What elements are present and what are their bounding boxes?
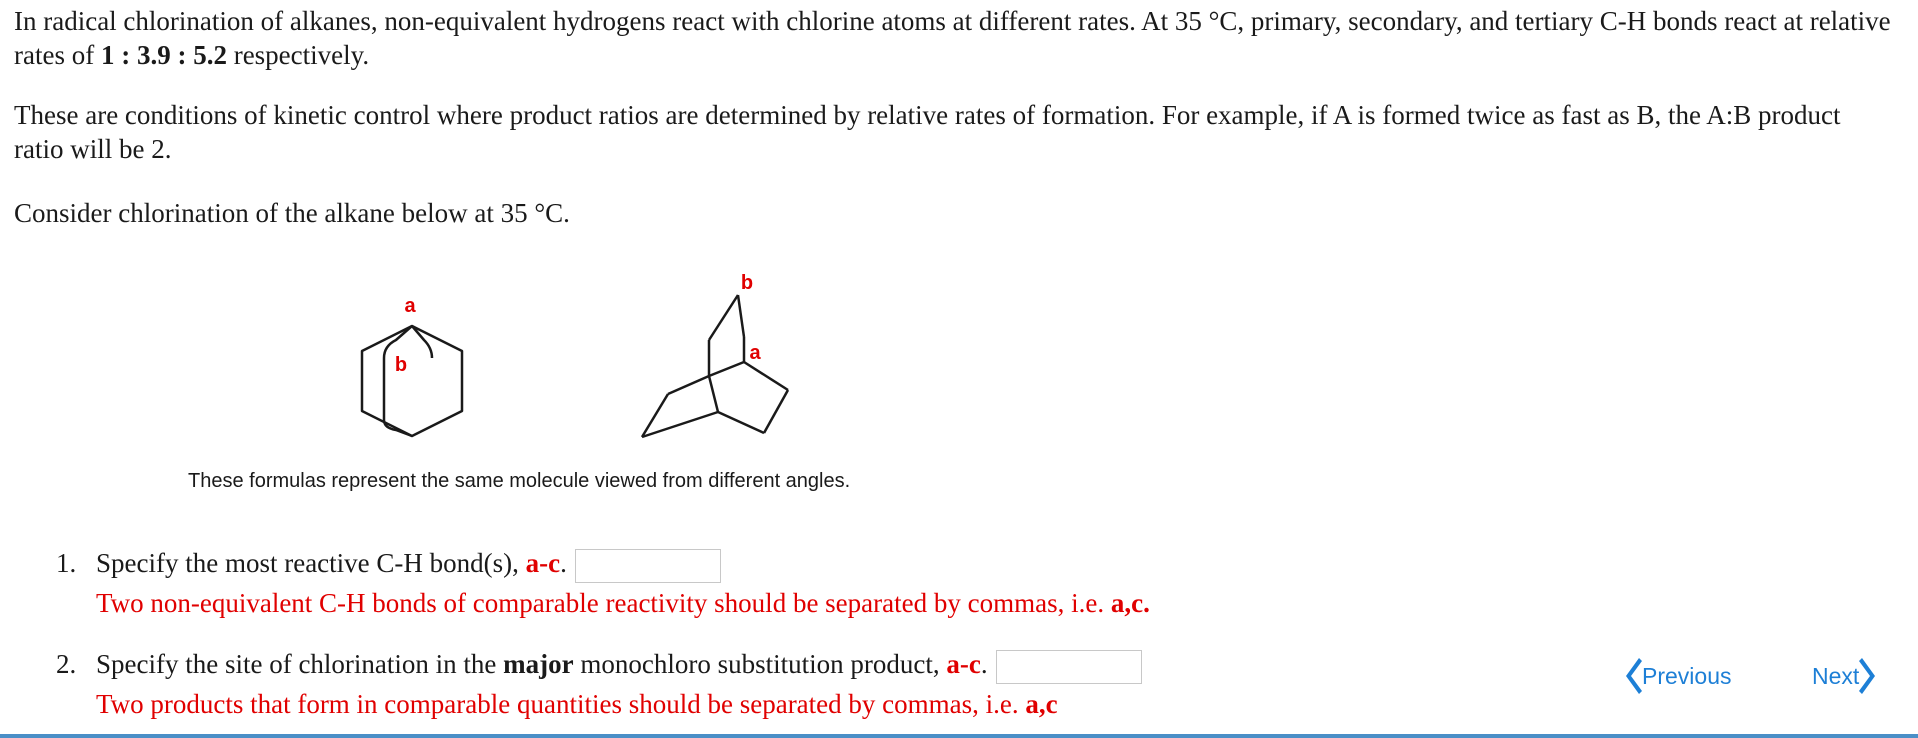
- left-label-b: b: [394, 354, 408, 376]
- question-2-number: 2.: [56, 649, 77, 679]
- intro-paragraph-rates: [14, 4, 1894, 72]
- chevron-left-icon: [1622, 656, 1642, 696]
- question-2-answer-input[interactable]: [996, 650, 1142, 684]
- intro-paragraph-consider: Consider chlorination of the alkane below at 35 °C.: [14, 198, 570, 228]
- question-2-text-after: monochloro substitution product,: [573, 649, 947, 679]
- question-2-hint-example: a,c: [1025, 689, 1058, 719]
- question-2-hint: [96, 685, 1058, 723]
- question-1-number: 1.: [56, 548, 77, 578]
- question-1-prompt: [96, 544, 721, 583]
- molecule-right: [642, 295, 788, 437]
- previous-button[interactable]: [1622, 656, 1731, 696]
- intro-text-a: In radical chlorination of alkanes, non-equivalent hydrogens react with chlorine atoms at different rates. At 35 °C, primary, secondary, and tertiary C-H bonds react at relative rates of: [14, 6, 1891, 70]
- question-1-hint: [96, 584, 1150, 622]
- previous-button-label: Previous: [1642, 662, 1732, 689]
- question-1-range: a-c: [525, 548, 561, 578]
- molecule-left: [362, 326, 462, 436]
- intro-text-b: respectively.: [226, 40, 370, 70]
- figure-caption: These formulas represent the same molecule viewed from different angles.: [188, 470, 851, 492]
- intro-paragraph-kinetic: These are conditions of kinetic control where product ratios are determined by relative rates of formation. For example, if A is formed twice as fast as B, the A:B product ratio will be 2.: [14, 100, 1841, 164]
- rate-ratio: 1 : 3.9 : 5.2: [100, 40, 227, 70]
- question-1-end: .: [560, 548, 567, 578]
- right-label-b: b: [740, 272, 754, 294]
- right-label-a: a: [749, 342, 761, 364]
- question-1-hint-example: a,c: [1110, 588, 1144, 618]
- left-label-a: a: [404, 295, 416, 317]
- question-2-range: a-c: [946, 649, 981, 679]
- question-2-hint-text: Two products that form in comparable quantities should be separated by commas, i.e.: [96, 689, 1026, 719]
- question-2-end: .: [980, 649, 988, 679]
- next-button-label: Next: [1812, 662, 1860, 689]
- bottom-divider: [0, 734, 1918, 738]
- next-button[interactable]: [1812, 656, 1879, 696]
- question-1-hint-text: Two non-equivalent C-H bonds of comparable reactivity should be separated by commas, i.e.: [96, 588, 1111, 618]
- question-1-hint-end: .: [1143, 588, 1150, 618]
- question-1-answer-input[interactable]: [575, 549, 721, 583]
- question-1-text: Specify the most reactive C-H bond(s),: [96, 548, 526, 578]
- question-2-prompt: [96, 645, 1142, 684]
- question-2-bold-word: major: [503, 649, 574, 679]
- question-2-text-before: Specify the site of chlorination in the: [96, 649, 504, 679]
- chevron-right-icon: [1859, 656, 1879, 696]
